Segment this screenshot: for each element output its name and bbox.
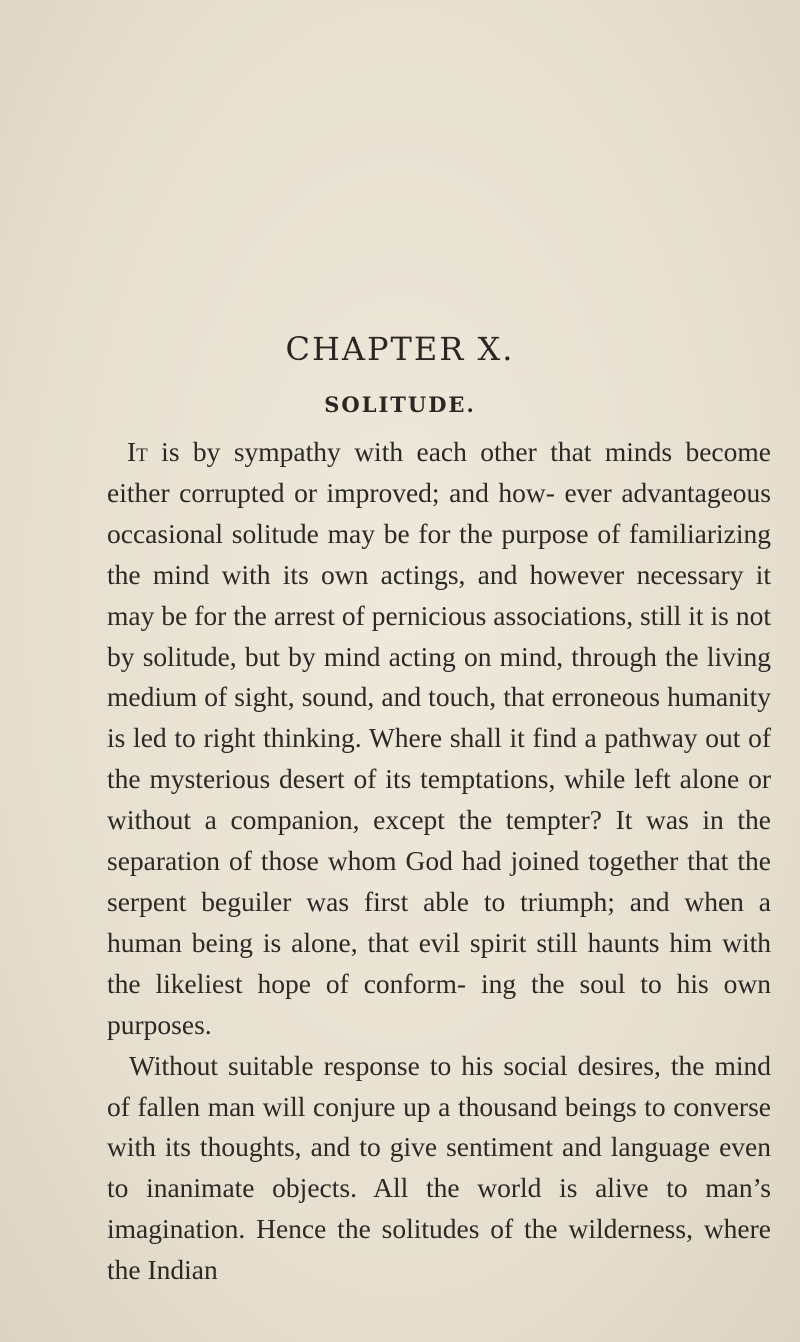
paragraph: [107, 432, 771, 1046]
chapter-title: SOLITUDE.: [324, 392, 476, 417]
paragraph-text: is by sympathy with each other that minds become either corrupted or improved; and how- ever advantageous occasional solitude may be for the purpose of familiarizing the mind with its own actings, and however necessary it may be for the arrest of pernicious associations, still it is not by solitude, but by mind acting on mind, through the living medium of sight, sound, and touch, that erroneous humanity is led to right thinking. Where shall it find a pathway out of the mysterious desert of its temptations, while left alone or without a companion, except the tempter? It was in the separation of those whom God had joined together that the serpent beguiler was first able to triumph; and when a human being is alone, that evil spirit still haunts him with the likeliest hope of conform- ing the soul to his own purposes.: [107, 436, 771, 1040]
paragraph-lead-word: It: [127, 436, 148, 467]
body-text: [107, 432, 771, 1291]
paragraph: Without suitable response to his social desires, the mind of fallen man will conjure up a thousand beings to converse with its thoughts, and to give sentiment and language even to inanimate objects. All the world is alive to man’s imagination. Hence the solitudes of the wilderness, where the Indian: [107, 1049, 771, 1286]
chapter-heading: CHAPTER X.: [285, 330, 515, 368]
